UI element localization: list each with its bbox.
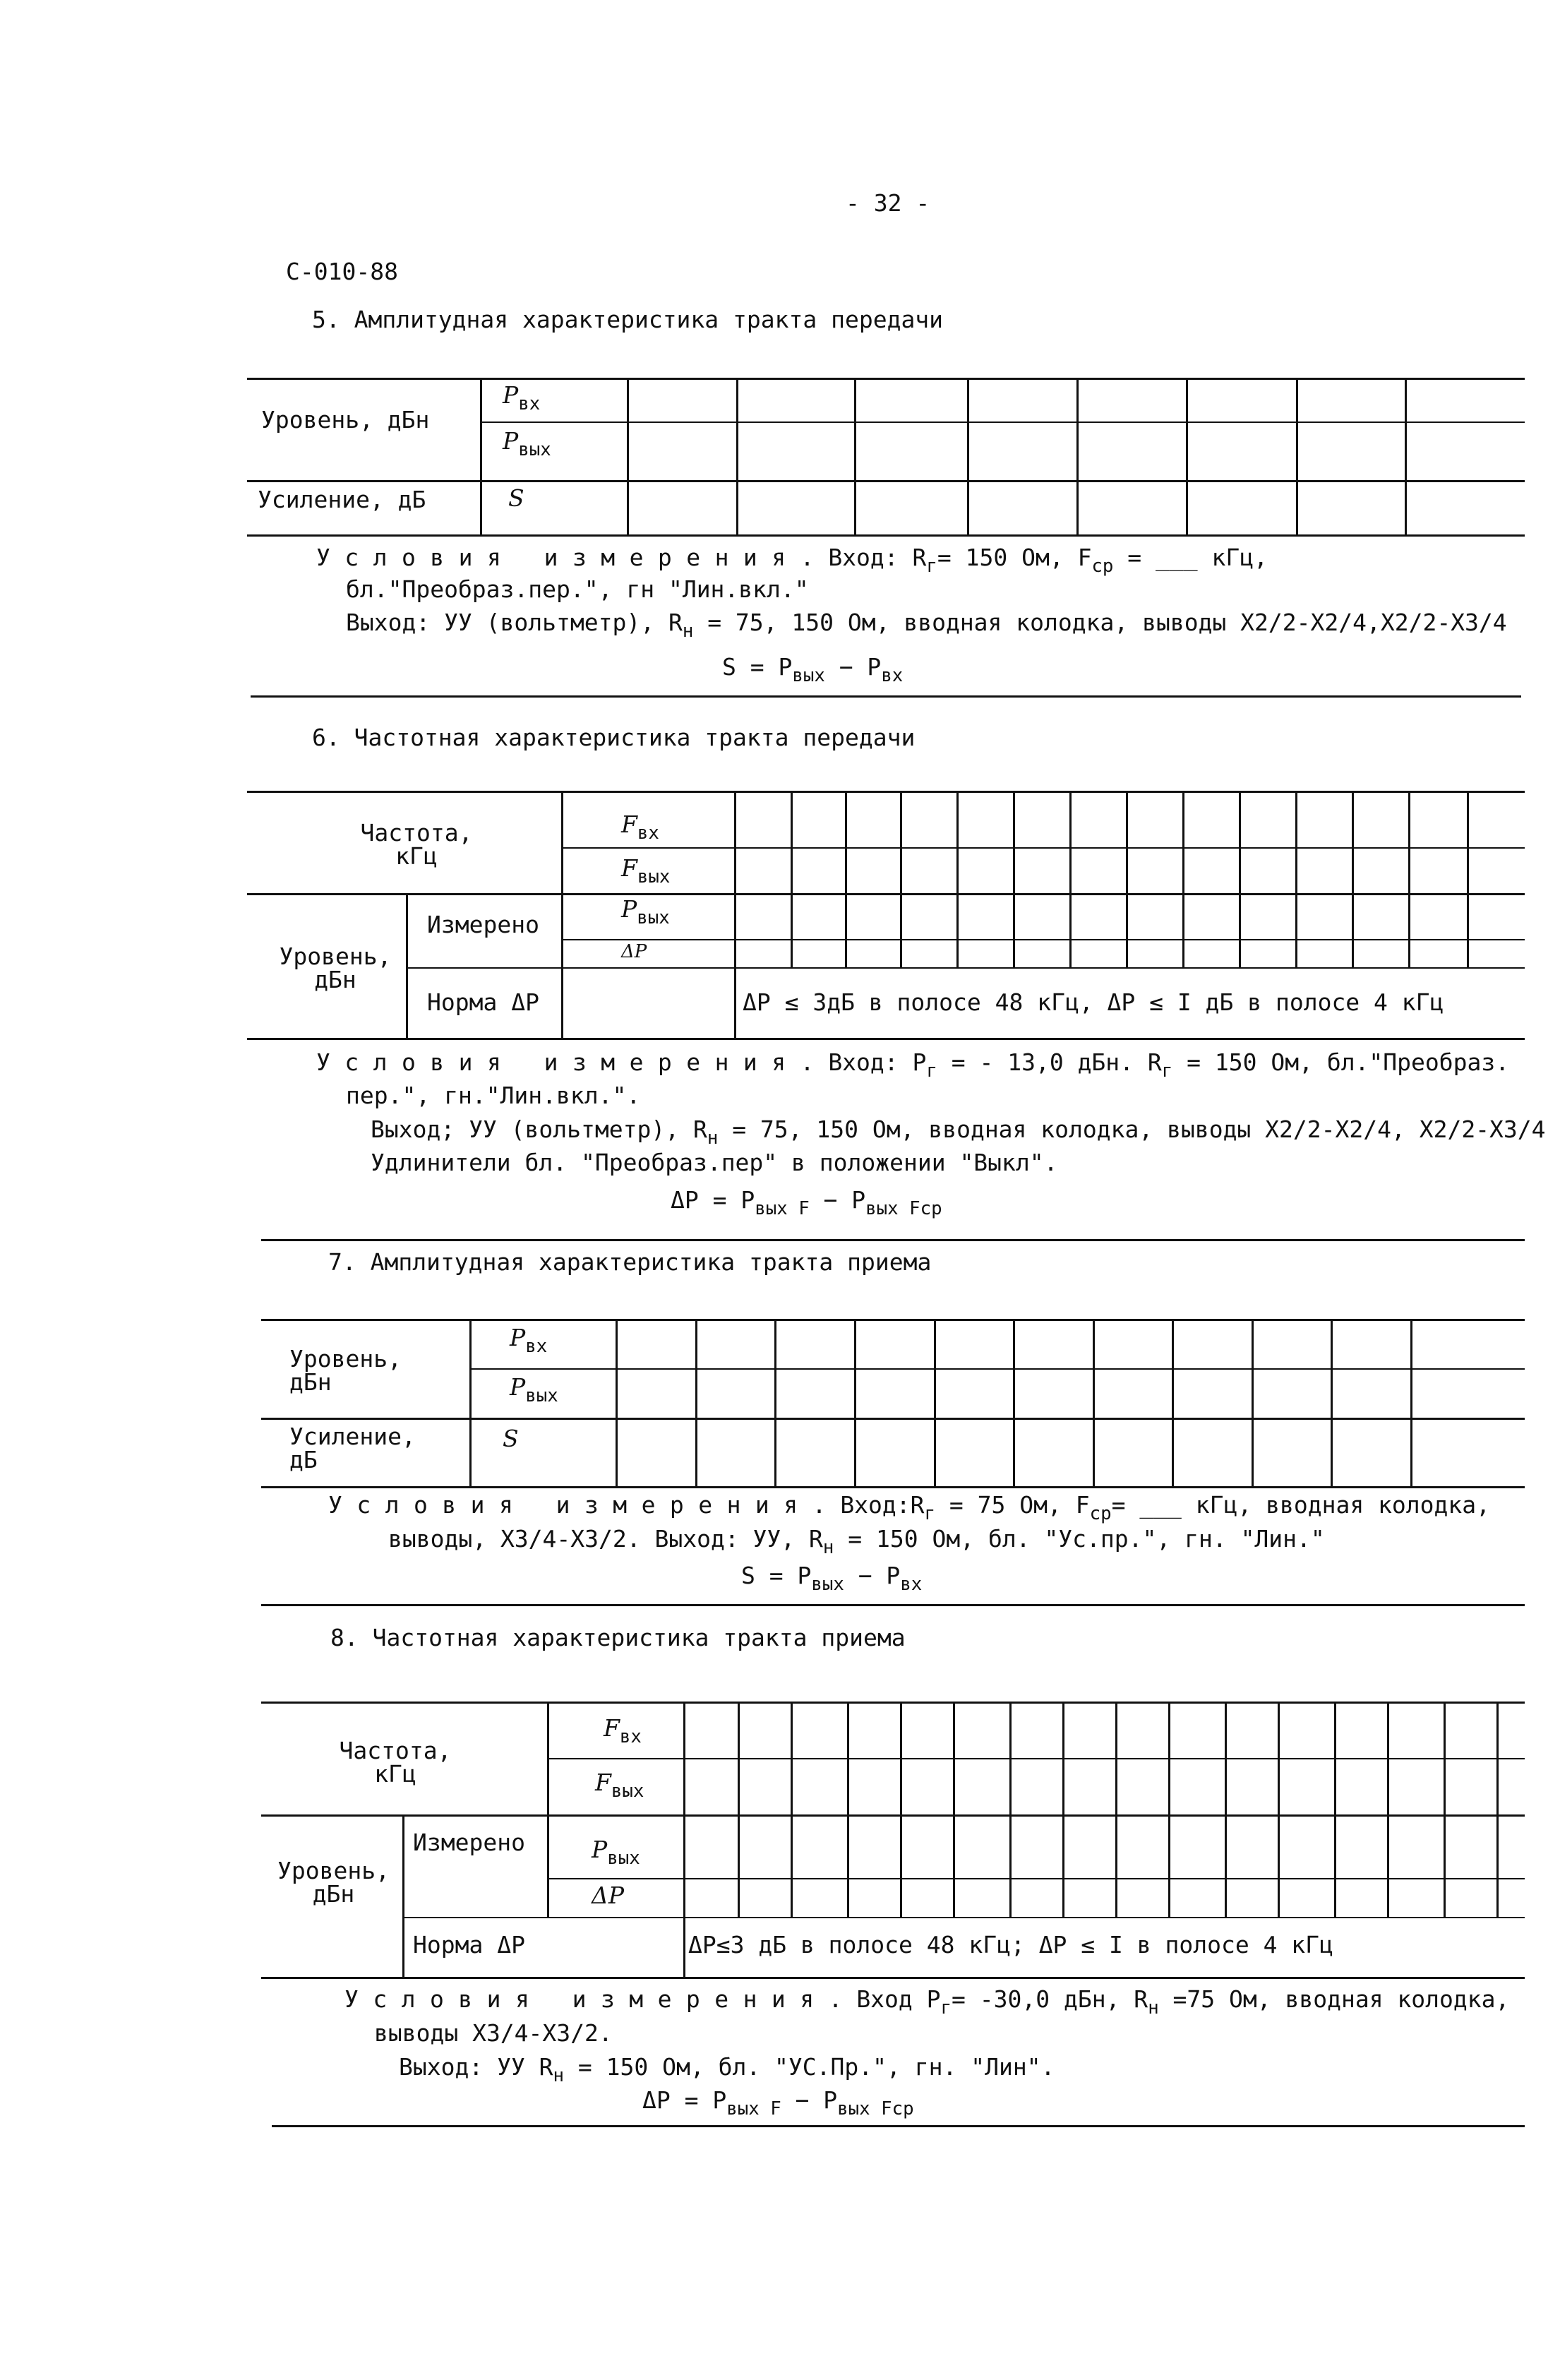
p-in-cell: $P_{вх}$: [503, 381, 541, 414]
gain-label: Усиление, дБ: [258, 486, 426, 513]
document-code: С-010-88: [286, 258, 398, 285]
gain-symbol: S: [508, 484, 524, 512]
measured-label: Измерено: [427, 911, 539, 938]
norm-label: Норма ΔP: [413, 1931, 525, 1959]
frequency-label: Частота, кГц: [360, 819, 473, 870]
norm-value: ΔP ≤ 3дБ в полосе 48 кГц, ΔP ≤ I дБ в полосе 4 кГц: [743, 988, 1444, 1016]
norm-value: ΔP≤3 дБ в полосе 48 кГц; ΔP ≤ I в полосе 4 кГц: [688, 1931, 1333, 1959]
section-5-title: 5. Амплитудная характеристика тракта передачи: [312, 306, 944, 333]
section-8-title: 8. Частотная характеристика тракта приема: [330, 1624, 906, 1651]
gain-formula: $S = P_{вых} - P_{вх}$: [722, 653, 904, 686]
f-in-cell: $F_{вх}$: [604, 1714, 642, 1747]
delta-formula: $\Delta P = P_{вых F} - P_{вых Fср}$: [642, 2086, 914, 2119]
delta-p-cell: ΔP: [592, 1882, 625, 1909]
conditions-heading: Условия измерения: [328, 1491, 812, 1519]
section-6-title: 6. Частотная характеристика тракта передачи: [312, 724, 916, 751]
p-out-cell: $P_{вых}$: [503, 427, 551, 460]
level-label: Уровень, дБн: [289, 1345, 402, 1396]
gain-formula: $S = P_{вых} - P_{вх}$: [741, 1562, 923, 1595]
f-in-cell: $F_{вх}$: [621, 811, 659, 844]
level-label: Уровень, дБн: [279, 943, 392, 993]
f-out-cell: $F_{вых}$: [621, 854, 671, 887]
gain-label: Усиление, дБ: [289, 1423, 416, 1473]
p-out-cell: $P_{вых}$: [592, 1836, 640, 1869]
section-7-title: 7. Амплитудная характеристика тракта приема: [328, 1248, 932, 1276]
p-in-cell: $P_{вх}$: [510, 1324, 548, 1357]
p-out-cell: $P_{вых}$: [510, 1373, 558, 1406]
gain-symbol: S: [503, 1425, 519, 1452]
measured-label: Измерено: [413, 1829, 525, 1856]
level-label: Уровень, дБн: [261, 406, 430, 433]
conditions-heading: Условия измерения: [344, 1985, 829, 2013]
f-out-cell: $F_{вых}$: [595, 1769, 644, 1802]
conditions-heading: Условия измерения: [316, 544, 800, 571]
delta-p-cell: ΔP: [621, 941, 647, 962]
level-label: Уровень, дБн: [277, 1857, 390, 1908]
frequency-label: Частота, кГц: [339, 1737, 452, 1788]
conditions-heading: Условия измерения: [316, 1048, 800, 1076]
delta-formula: $\Delta P = P_{вых F} - P_{вых Fср}$: [671, 1186, 942, 1219]
page-number: - 32 -: [846, 189, 930, 217]
p-out-cell: $P_{вых}$: [621, 895, 670, 928]
norm-label: Норма ΔP: [427, 988, 539, 1016]
